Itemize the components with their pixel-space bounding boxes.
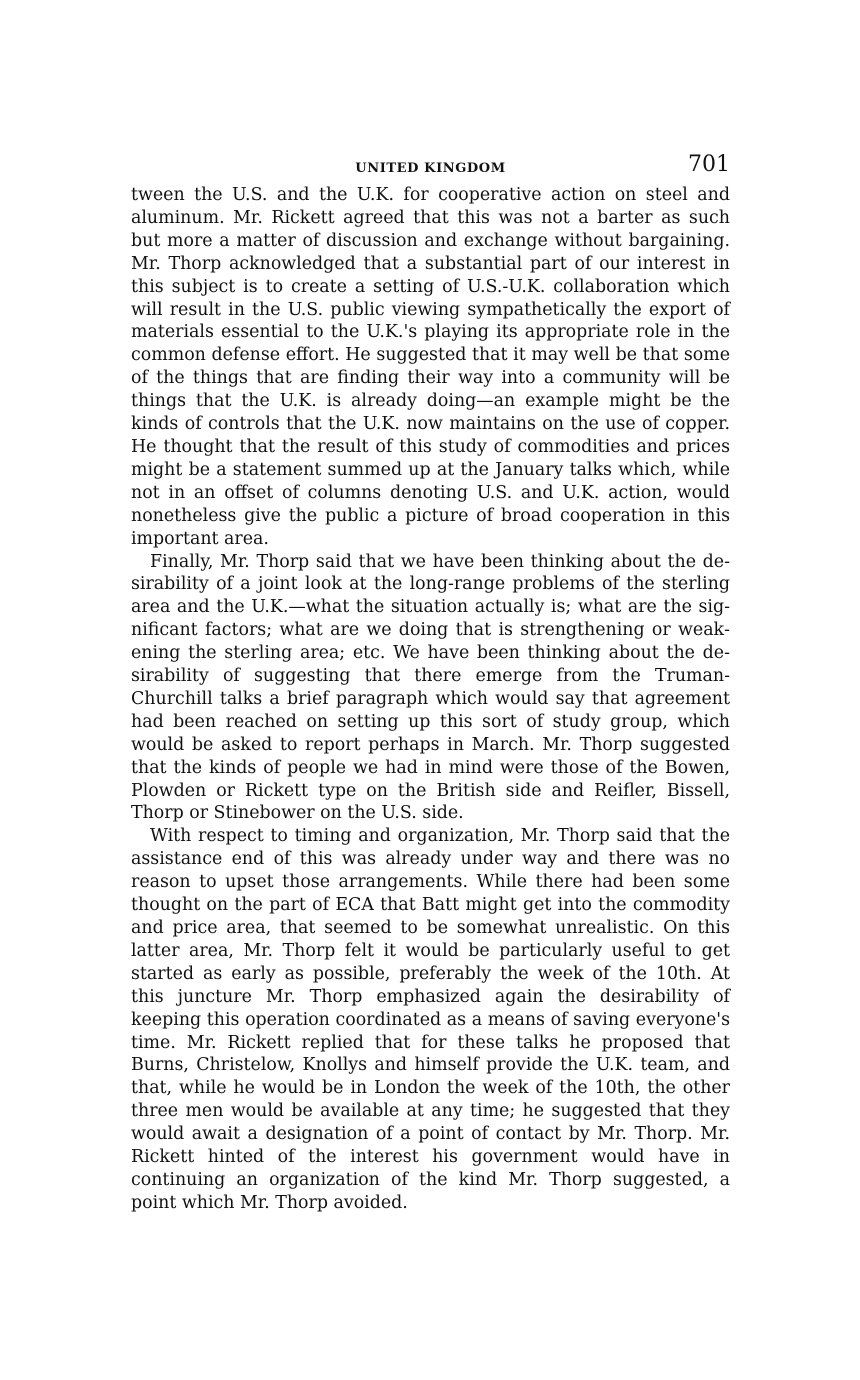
paragraph-timing-organization: With respect to timing and organization, Mr. Thorp said that the assistance end of this was already under way and there was no reason to upset those arrangements. While there had been some thought on the part of ECA that Batt might get into the commodity and price area, that seemed to be somewhat unrealistic. On this latter area, Mr. Thorp felt it would be particularly useful to get started as early as possible, preferably the week of the 10th. At this juncture Mr. Thorp emphasized again the desirability of keeping this operation coordinated as a means of saving everyone's time. Mr. Rickett replied that for these talks he proposed that Burns, Christelow, Knollys and himself provide the U.K. team, and that, while he would be in London the week of the 10th, the other three men would be available at any time; he suggested that they would await a designation of a point of contact by Mr. Thorp. Mr. Rickett hinted of the interest his government would have in continuing an organization of the kind Mr. Thorp suggested, a point which Mr. Thorp avoided. — [131, 826, 730, 1213]
document-page — [131, 152, 730, 1215]
running-header — [131, 152, 730, 184]
body-text — [131, 184, 730, 1215]
paragraph-continued: tween the U.S. and the U.K. for cooperative action on steel and aluminum. Mr. Rickett agreed that this was not a barter as such but more a matter of discussion and exchange without bargaining. Mr. Thorp acknowledged that a substantial part of our interest in this subject is to create a setting of U.S.-U.K. collaboration which will result in the U.S. public viewing sympathetically the export of materials essential to the U.K.'s playing its appropriate role in the common defense effort. He suggested that it may well be that some of the things that are finding their way into a community will be things that the U.K. is already doing—an example might be the kinds of controls that the U.K. now maintains on the use of copper. He thought that the result of this study of commodities and prices might be a statement summed up at the January talks which, while not in an offset of columns denoting U.S. and U.K. action, would nonetheless give the public a picture of broad cooperation in this important area. — [131, 185, 730, 549]
paragraph-sterling-area: Finally, Mr. Thorp said that we have been thinking about the desirability of a joint look at the long-range problems of the sterling area and the U.K.—what the situation actually is; what are the significant factors; what are we doing that is strengthening or weakening the sterling area; etc. We have been thinking about the desirability of suggesting that there emerge from the Truman-Churchill talks a brief paragraph which would say that agreement had been reached on setting up this sort of study group, which would be asked to report perhaps in March. Mr. Thorp suggested that the kinds of people we had in mind were those of the Bowen, Plowden or Rickett type on the British side and Reifler, Bissell, Thorp or Stinebower on the U.S. side. — [131, 551, 730, 824]
page-number: 701 — [688, 152, 730, 177]
running-title: UNITED KINGDOM — [355, 161, 506, 176]
